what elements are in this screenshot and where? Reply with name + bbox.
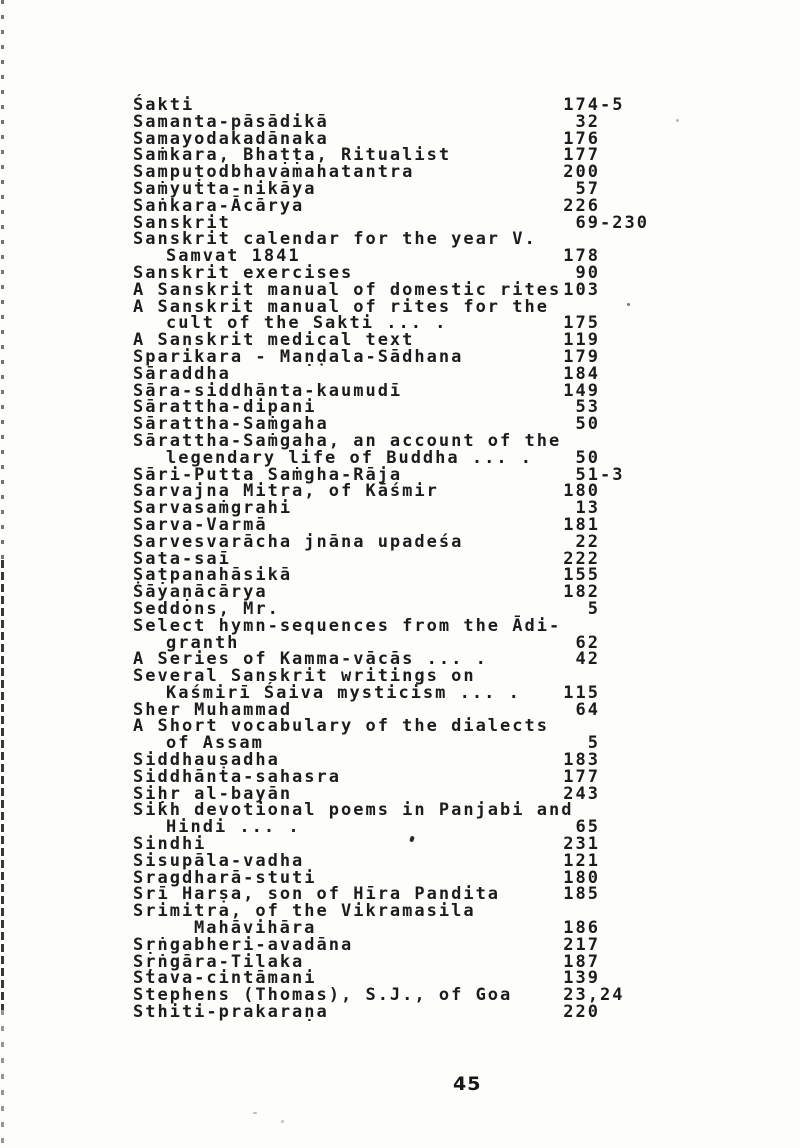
- entry-page-number: 53: [575, 397, 600, 418]
- entry-title: Sikh devotional poems in Panjabi and: [133, 800, 574, 821]
- index-entry-row: [0, 548, 800, 569]
- entry-page-number: 186: [563, 918, 600, 939]
- index-entry-row: [0, 951, 800, 972]
- entry-page-number: 155: [563, 565, 600, 586]
- index-entry-row: [0, 766, 800, 787]
- index-entry-row: [0, 97, 800, 114]
- entry-title: A Series of Kamma-vācās ... .: [133, 649, 488, 670]
- index-entry-row: [0, 380, 800, 401]
- entry-page-number: 220: [563, 1002, 600, 1023]
- entry-title: Sragdharā-stuti: [133, 867, 317, 888]
- entry-page-number: 5: [587, 733, 600, 754]
- entry-title: A Sanskrit medical text: [133, 330, 415, 351]
- entry-page-number: 217: [563, 934, 600, 955]
- entry-title: Stava-cintāmani: [133, 968, 317, 989]
- index-entry-row: [0, 248, 800, 265]
- index-entry-row: [0, 584, 800, 601]
- entry-title: Mahāvihāra: [194, 918, 317, 939]
- entry-page-number: 177: [563, 145, 600, 166]
- entry-title: Sṛṅgāra-Tilaka: [133, 951, 305, 972]
- index-entry-row: [0, 615, 800, 636]
- entry-title: Sarvajna Mitra, of Kāśmir: [133, 481, 439, 502]
- entry-title: Saṁkara, Bhaṭṭa, Ritualist: [133, 145, 452, 166]
- entry-page-number: 179: [563, 346, 600, 367]
- index-entry-row: [0, 178, 800, 199]
- entry-title: Several Sanskrit writings on: [133, 666, 476, 687]
- entry-title: Stephens (Thomas), S.J., of Goa: [133, 985, 513, 1006]
- entry-page-number: 90: [575, 262, 600, 283]
- entry-title: Sanskrit calendar for the year V.: [133, 229, 537, 250]
- index-entry-row: [0, 346, 800, 367]
- entry-title: Hindi ... .: [166, 817, 301, 838]
- entry-page-number: 62: [575, 632, 600, 653]
- entry-title: Sanskrit: [133, 212, 231, 233]
- entry-title: Sarva-Varmā: [133, 514, 268, 535]
- entry-title: Sarvasaṁgrahi: [133, 498, 293, 519]
- index-entry-row: [0, 111, 800, 132]
- entry-title: Sārattha-Saṁgaha, an account of the: [133, 430, 562, 451]
- index-entry-row: [0, 718, 800, 735]
- entry-page-number: 183: [563, 750, 600, 771]
- entry-title: Saṅkara-Ācārya: [133, 195, 305, 216]
- index-list: [0, 97, 800, 1021]
- entry-page-number: 121: [563, 850, 600, 871]
- entry-title: Siddhānta-sahasra: [133, 766, 341, 787]
- entry-title: Ṣaṭpanahāsikā: [133, 565, 293, 586]
- entry-title: Siḥr al-bayān: [133, 783, 293, 804]
- entry-title: Sisupāla-vadha: [133, 850, 305, 871]
- entry-page-number: 187: [563, 951, 600, 972]
- entry-title: legendary life of Buddha ... .: [166, 447, 534, 468]
- entry-title: of Assam: [166, 733, 264, 754]
- entry-title: Seddons, Mr.: [133, 598, 280, 619]
- entry-title: Sata-saī: [133, 548, 231, 569]
- entry-page-range-suffix: -3: [600, 464, 625, 485]
- entry-page-number: 200: [563, 162, 600, 183]
- entry-page-number: 103: [563, 279, 600, 300]
- entry-title: Saṁyutta-nikāya: [133, 178, 317, 199]
- index-entry-row: [0, 682, 800, 703]
- entry-page-number: 69: [575, 212, 600, 233]
- entry-page-number: 23,: [563, 985, 600, 1006]
- entry-page-number: 185: [563, 884, 600, 905]
- entry-title: Sṛṅgabheri-avadāna: [133, 934, 354, 955]
- index-entry-row: [0, 567, 800, 584]
- index-entry-row: [0, 802, 800, 819]
- index-entry-row: [0, 1004, 800, 1021]
- entry-title: Select hymn-sequences from the Ādi-: [133, 615, 562, 636]
- index-entry-row: [0, 836, 800, 853]
- entry-page-number: 174: [563, 95, 600, 115]
- entry-title: A Sanskrit manual of domestic rites: [133, 279, 562, 300]
- entry-title: Srī Harṣa, son of Hīra Pandita: [133, 884, 501, 905]
- entry-page-number: 178: [563, 246, 600, 267]
- entry-page-number: 222: [563, 548, 600, 569]
- index-entry-row: [0, 903, 800, 920]
- entry-page-number: 181: [563, 514, 600, 535]
- index-entry-row: [0, 752, 800, 769]
- entry-title: Siddhauṣadha: [133, 750, 280, 771]
- entry-title: Samayodakadānaka: [133, 128, 329, 149]
- entry-page-number: 51: [575, 464, 600, 485]
- scan-speck: [676, 119, 679, 122]
- entry-page-number: 149: [563, 380, 600, 401]
- index-entry-row: [0, 164, 800, 181]
- page-number: 45: [453, 1073, 482, 1095]
- entry-title: A Sanskrit manual of rites for the: [133, 296, 549, 317]
- entry-title: Sārattha-dipani: [133, 397, 317, 418]
- entry-title: Samanta-pāsādikā: [133, 111, 329, 132]
- entry-page-number: 177: [563, 766, 600, 787]
- entry-page-number: 42: [575, 649, 600, 670]
- index-entry-row: [0, 231, 800, 248]
- entry-page-number: 65: [575, 817, 600, 838]
- entry-page-range-suffix: -5: [600, 95, 625, 115]
- index-entry-row: [0, 735, 800, 752]
- entry-page-number: 64: [575, 699, 600, 720]
- entry-title: A Short vocabulary of the dialects: [133, 716, 549, 737]
- entry-title: Srimitra, of the Vikramasila: [133, 901, 476, 922]
- entry-title: Sarvesvarācha jnāna upadeśa: [133, 531, 464, 552]
- index-entry-row: [0, 987, 800, 1004]
- entry-page-number: 115: [563, 682, 600, 703]
- index-entry-row: [0, 447, 800, 468]
- entry-title: Sparikara - Maṇḍala-Sādhana: [133, 346, 464, 367]
- entry-page-number: 119: [563, 330, 600, 351]
- entry-title: Sampuṭodbhavamahatantra: [133, 162, 415, 183]
- index-entry-row: [0, 483, 800, 500]
- scan-speck: [281, 1120, 284, 1123]
- index-entry-row: [0, 399, 800, 416]
- scan-speck: [253, 1112, 257, 1114]
- entry-page-number: 175: [563, 313, 600, 334]
- entry-title: Sāraddha: [133, 363, 231, 384]
- entry-page-number: 226: [563, 195, 600, 216]
- entry-title: Sāri-Putta Saṁgha-Rāja: [133, 464, 403, 485]
- entry-page-number: 184: [563, 363, 600, 384]
- entry-page-number: 182: [563, 582, 600, 603]
- entry-title: Sārattha-Saṁgaha: [133, 414, 329, 435]
- entry-title: cult of the Sakti ... .: [166, 313, 448, 334]
- entry-page-number: 180: [563, 867, 600, 888]
- entry-page-number: 231: [563, 834, 600, 855]
- index-entry-row: [0, 850, 800, 871]
- entry-page-range-suffix: -230: [600, 212, 649, 233]
- entry-page-number: 50: [575, 447, 600, 468]
- scan-speck: [627, 303, 630, 306]
- entry-page-range-suffix: 24: [600, 985, 625, 1006]
- entry-page-number: 176: [563, 128, 600, 149]
- entry-page-number: 5: [587, 598, 600, 619]
- entry-title: Sindhi: [133, 834, 207, 855]
- index-entry-row: [0, 920, 800, 937]
- entry-page-number: 50: [575, 414, 600, 435]
- entry-title: Kaśmirī Śaiva mysticism ... .: [166, 682, 521, 703]
- entry-title: Sher Muhammad: [133, 699, 293, 720]
- entry-page-number: 32: [575, 111, 600, 132]
- entry-title: Sāra-siddhānta-kaumudī: [133, 380, 403, 401]
- entry-title: Śakti: [133, 95, 195, 115]
- index-entry-row: [0, 500, 800, 517]
- entry-title: Samvat 1841: [166, 246, 301, 267]
- index-entry-row: [0, 531, 800, 552]
- entry-title: Sāyaṇācārya: [133, 582, 268, 603]
- index-entry-row: [0, 819, 800, 836]
- entry-page-number: 22: [575, 531, 600, 552]
- entry-page-number: 13: [575, 498, 600, 519]
- index-entry-row: [0, 195, 800, 216]
- entry-title: Sanskrit exercises: [133, 262, 354, 283]
- entry-title: Sthiti-prakaraṇa: [133, 1002, 329, 1023]
- entry-title: granth: [166, 632, 240, 653]
- index-entry-row: [0, 934, 800, 955]
- entry-page-number: 243: [563, 783, 600, 804]
- entry-page-number: 139: [563, 968, 600, 989]
- entry-page-number: 180: [563, 481, 600, 502]
- entry-page-number: 57: [575, 178, 600, 199]
